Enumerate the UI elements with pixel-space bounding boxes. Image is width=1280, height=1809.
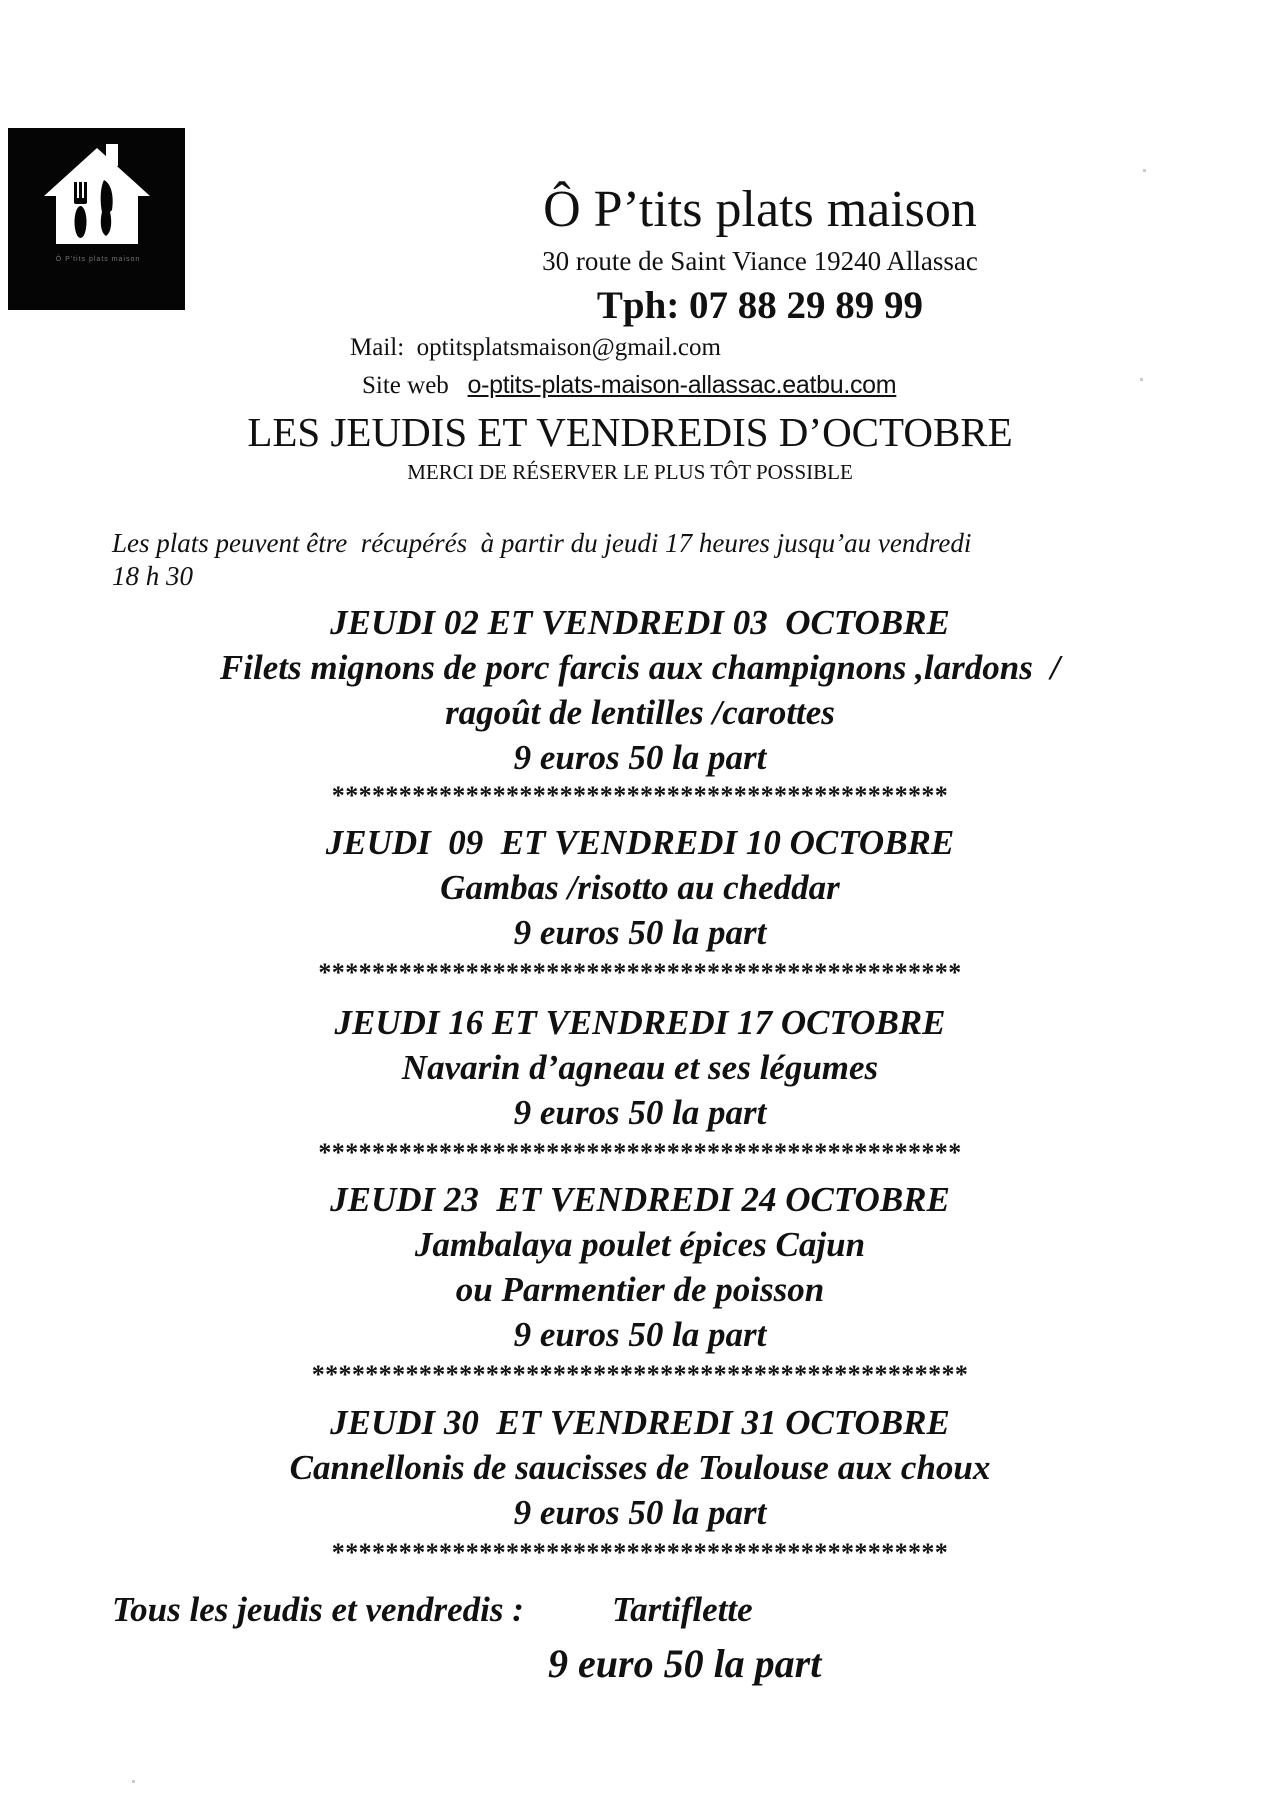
restaurant-logo: [8, 128, 185, 310]
pickup-info-line1: Les plats peuvent être récupérés à partir du jeudi 17 heures jusqu’au vendredi: [112, 528, 972, 558]
main-heading: LES JEUDIS ET VENDREDIS D’OCTOBRE: [247, 409, 1013, 455]
separator: ************************************************: [318, 958, 962, 987]
house-fork-knife-icon: [38, 140, 156, 252]
menu-dish: Navarin d’agneau et ses légumes: [401, 1048, 879, 1087]
pickup-info: [112, 527, 1172, 593]
email-label: Mail:: [350, 334, 405, 361]
menu-date: JEUDI 23 ET VENDREDI 24 OCTOBRE: [330, 1180, 950, 1219]
permanent-offer-price: 9 euro 50 la part: [548, 1641, 822, 1686]
menu-price: 9 euros 50 la part: [513, 913, 767, 952]
menu-dish: Cannellonis de saucisses de Toulouse aux choux: [289, 1448, 991, 1487]
menu-date: JEUDI 09 ET VENDREDI 10 OCTOBRE: [325, 823, 955, 862]
menu-price: 9 euros 50 la part: [513, 1315, 767, 1354]
menu-price: 9 euros 50 la part: [513, 738, 767, 777]
phone-number: Tph: 07 88 29 89 99: [596, 284, 924, 327]
separator: *************************************************: [311, 1360, 969, 1389]
menu-price: 9 euros 50 la part: [513, 1093, 767, 1132]
email-line: [350, 332, 721, 364]
pickup-info-line2: 18 h 30: [112, 561, 193, 591]
website-line: [362, 369, 896, 402]
scan-artifact: [132, 1780, 135, 1783]
menu-dish: Filets mignons de porc farcis aux champignons ,lardons /: [219, 648, 1061, 687]
logo-tagline: Ô P'tits plats maison: [55, 256, 141, 263]
business-address: 30 route de Saint Viance 19240 Allassac: [542, 246, 978, 276]
menu-dish: ou Parmentier de poisson: [455, 1270, 825, 1309]
menu-date: JEUDI 16 ET VENDREDI 17 OCTOBRE: [334, 1003, 946, 1042]
separator: **********************************************: [331, 1538, 949, 1567]
website-link[interactable]: o-ptits-plats-maison-allassac.eatbu.com: [467, 371, 897, 399]
menu-dish: Gambas /risotto au cheddar: [440, 868, 840, 907]
scan-artifact: [1143, 169, 1146, 172]
menu-price: 9 euros 50 la part: [513, 1493, 767, 1532]
separator: **********************************************: [331, 781, 949, 810]
permanent-offer-label: Tous les jeudis et vendredis :: [112, 1590, 524, 1629]
permanent-offer-dish: Tartiflette: [612, 1590, 753, 1629]
reserve-note: MERCI DE RÉSERVER LE PLUS TÔT POSSIBLE: [407, 460, 853, 484]
menu-date: JEUDI 02 ET VENDREDI 03 OCTOBRE: [330, 603, 950, 642]
menu-dish: Jambalaya poulet épices Cajun: [414, 1225, 866, 1264]
business-name: Ô P’tits plats maison: [543, 181, 977, 238]
website-label: Site web: [362, 372, 449, 399]
separator: ************************************************: [318, 1138, 962, 1167]
menu-dish: ragoût de lentilles /carottes: [445, 693, 835, 732]
menu-date: JEUDI 30 ET VENDREDI 31 OCTOBRE: [330, 1403, 950, 1442]
email-address[interactable]: optitsplatsmaison@gmail.com: [416, 334, 721, 361]
scan-artifact: [1140, 378, 1143, 381]
